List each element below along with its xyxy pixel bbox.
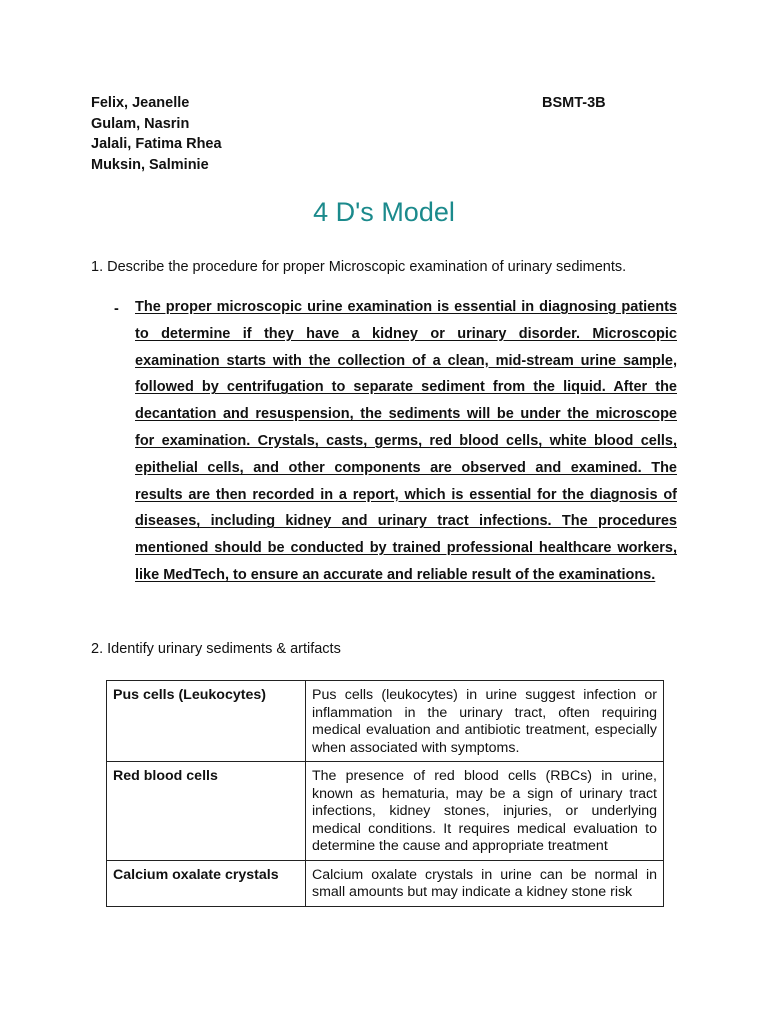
- sediments-table: [106, 680, 664, 907]
- sediment-description: The presence of red blood cells (RBCs) in urine, known as hematuria, may be a sign of urinary tract infections, kidney stones, injuries, or underlying medical conditions. It requires medical evaluation to determine the cause and appropriate treatment: [306, 762, 664, 861]
- document-title: 4 D's Model: [313, 197, 455, 227]
- author-name: Gulam, Nasrin: [91, 115, 190, 132]
- sediment-description: Pus cells (leukocytes) in urine suggest infection or inflammation in the urinary tract, often requiring medical evaluation and antibiotic treatment, especially when associated with symptoms.: [306, 681, 664, 762]
- question-1: 1. Describe the procedure for proper Microscopic examination of urinary sediments.: [91, 259, 627, 275]
- author-name: Jalali, Fatima Rhea: [91, 136, 222, 152]
- sediment-name: Red blood cells: [107, 762, 306, 861]
- table-row: [107, 860, 664, 906]
- question-2: 2. Identify urinary sediments & artifacts: [91, 641, 341, 657]
- sediment-description: Calcium oxalate crystals in urine can be normal in small amounts but may indicate a kidney stone risk: [306, 860, 664, 906]
- answer-1: The proper microscopic urine examination is essential in diagnosing patients to determine if they have a kidney or urinary disorder. Microscopic examination starts with the collection of a clean, mid-stream urine sample, followed by centrifugation to separate sediment from the liquid. After the decantation and resuspension, the sediments will be under the microscope for examination. Crystals, casts, germs, red blood cells, white blood cells, epithelial cells, and other components are observed and examined. The results are then recorded in a report, which is essential for the diagnosis of diseases, including kidney and urinary tract infections. The procedures mentioned should be conducted by trained professional healthcare workers, like MedTech, to ensure an accurate and reliable result of the examinations.: [135, 299, 677, 583]
- table-row: [107, 681, 664, 762]
- author-name: Muksin, Salminie: [91, 156, 209, 173]
- bullet-dash: -: [114, 301, 119, 317]
- section-code: BSMT-3B: [542, 95, 606, 111]
- author-list: [91, 93, 222, 175]
- sediment-name: Pus cells (Leukocytes): [107, 681, 306, 762]
- sediment-name: Calcium oxalate crystals: [107, 860, 306, 906]
- author-name: Felix, Jeanelle: [91, 95, 190, 111]
- table-row: [107, 762, 664, 861]
